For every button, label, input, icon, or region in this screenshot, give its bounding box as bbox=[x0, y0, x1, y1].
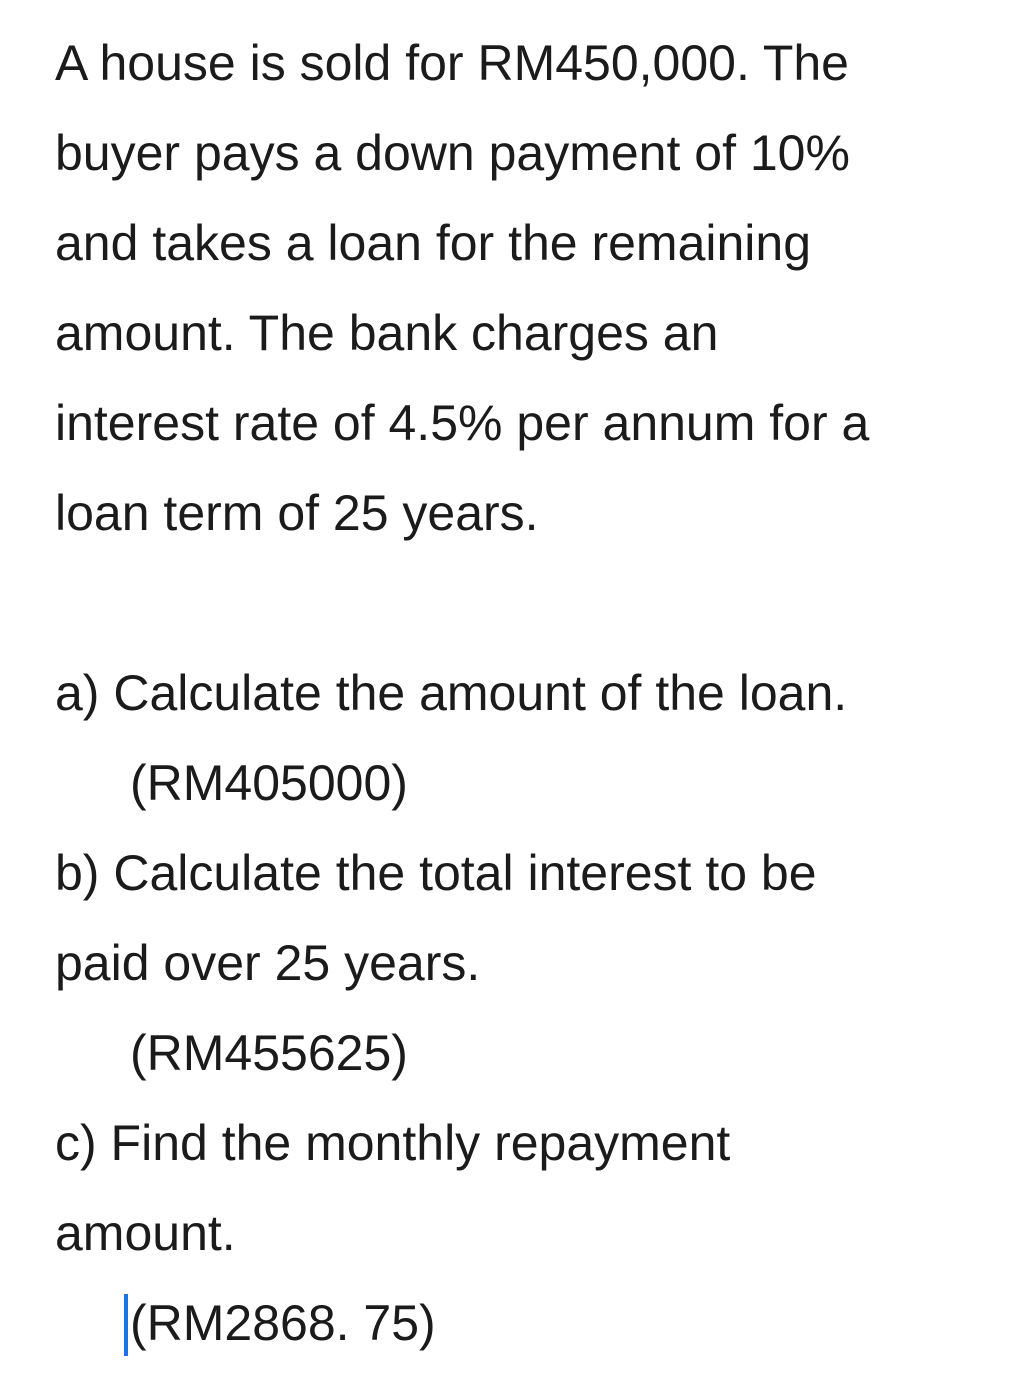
question-b-answer: (RM455625) bbox=[130, 1025, 408, 1081]
problem-line-2: buyer pays a down payment of 10% bbox=[55, 125, 850, 181]
problem-line-4: amount. The bank charges an bbox=[55, 305, 719, 361]
question-c-text-line-1: c) Find the monthly repayment bbox=[55, 1115, 731, 1171]
text-cursor bbox=[124, 1294, 128, 1356]
problem-line-6: loan term of 25 years. bbox=[55, 485, 539, 541]
question-c-answer[interactable]: (RM2868. 75) bbox=[130, 1295, 436, 1351]
question-b-text-line-2: paid over 25 years. bbox=[55, 935, 481, 991]
question-a-text: a) Calculate the amount of the loan. bbox=[55, 665, 848, 721]
question-c-text-line-2: amount. bbox=[55, 1205, 236, 1261]
problem-line-3: and takes a loan for the remaining bbox=[55, 215, 812, 271]
question-b-text-line-1: b) Calculate the total interest to be bbox=[55, 845, 817, 901]
question-a-answer: (RM405000) bbox=[130, 755, 408, 811]
problem-line-5: interest rate of 4.5% per annum for a bbox=[55, 395, 870, 451]
problem-line-1: A house is sold for RM450,000. The bbox=[55, 35, 849, 91]
